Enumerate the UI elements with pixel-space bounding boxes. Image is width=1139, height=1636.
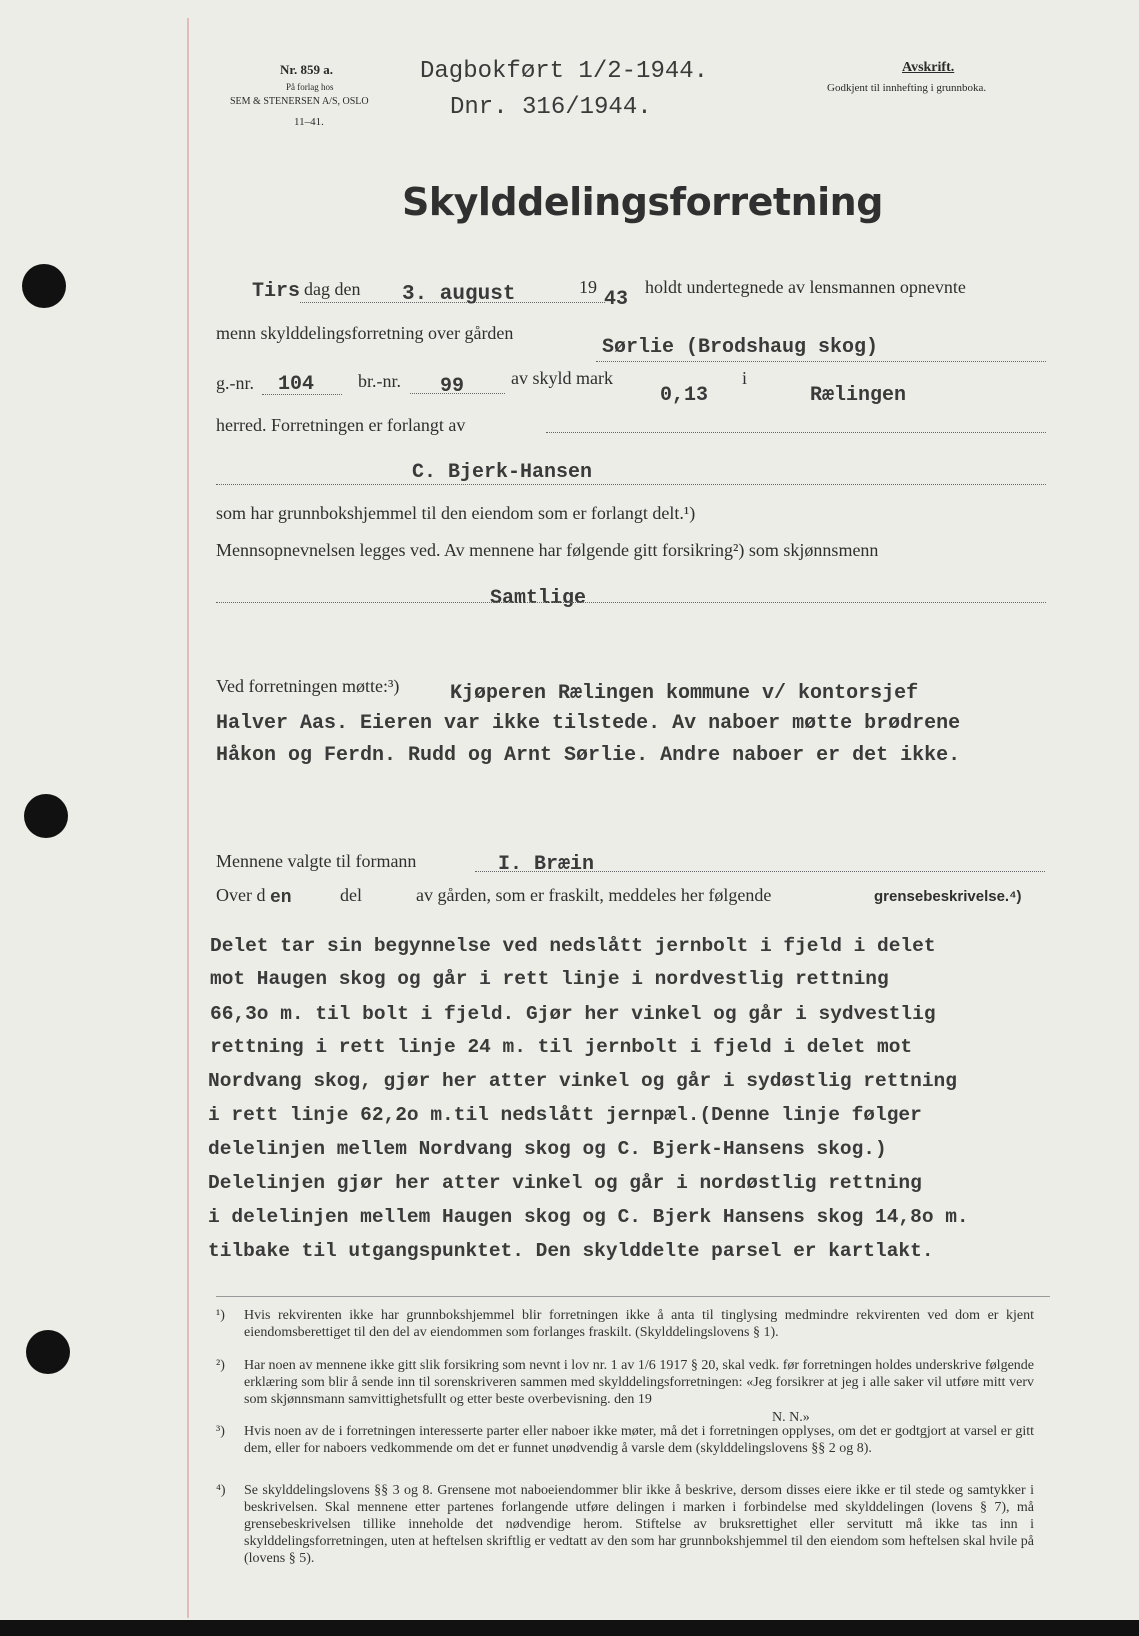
gnr-value: 104 — [278, 373, 315, 396]
dnr-stamp: Dnr. 316/1944. — [450, 94, 652, 121]
mote-line1: Kjøperen Rælingen kommune v/ kontorsjef — [450, 682, 919, 705]
formann-value: I. Bræin — [498, 853, 595, 876]
avskrift-label: Avskrift. — [902, 60, 955, 75]
footnote-text: N. N.» — [772, 1410, 810, 1425]
publisher-line2: SEM & STENERSEN A/S, OSLO — [230, 96, 369, 107]
dag-den-label: dag den — [304, 279, 361, 299]
description-line: tilbake til utgangspunktet. Den skylddelte parsel er kartlakt. — [208, 1240, 934, 1262]
footnote-number: ³) — [216, 1424, 225, 1439]
skyld-value: 0,13 — [660, 384, 709, 407]
gard-text: av gården, som er fraskilt, meddeles her følgende — [416, 885, 772, 905]
description-line: 66,3o m. til bolt i fjeld. Gjør her vinkel og går i sydvestlig — [210, 1003, 936, 1025]
grense-label: grensebeskrivelse.⁴) — [874, 888, 1022, 905]
dagbokfort-stamp: Dagbokført 1/2-1944. — [420, 58, 709, 85]
year-suffix: 43 — [604, 288, 629, 311]
dotted-line — [216, 602, 1046, 603]
form-number: Nr. 859 a. — [280, 62, 333, 77]
over-label: Over d — [216, 885, 266, 905]
punch-hole — [26, 1330, 70, 1374]
day-value: Tirs — [252, 280, 301, 303]
description-line: i rett linje 62,2o m.til nedslått jernpæl.(Denne linje følger — [208, 1104, 922, 1126]
punch-hole — [24, 794, 68, 838]
mote-label: Ved forretningen møtte:³) — [216, 676, 400, 696]
year-prefix: 19 — [579, 277, 597, 297]
dotted-line — [596, 361, 1046, 362]
bnr-label: br.-nr. — [358, 371, 401, 391]
mote-line3: Håkon og Ferdn. Rudd og Arnt Sørlie. Andre naboer er det ikke. — [216, 744, 961, 767]
dotted-line — [546, 432, 1046, 433]
requester-value: C. Bjerk-Hansen — [412, 461, 593, 484]
dotted-line — [475, 871, 1045, 872]
footnote-text: Hvis noen av de i forretningen interesserte parter eller naboer ikke møter, må det i forretningen opplyses, om det er godtgjort at varsel er gitt dem, eller for naboers vedkommende om det er funnet unødvendig å varsle dem (skylddelingslovens §§ 2 og 8). — [244, 1424, 1034, 1456]
description-line: Delet tar sin begynnelse ved nedslått jernbolt i fjeld i delet — [210, 935, 936, 957]
description-line: rettning i rett linje 24 m. til jernbolt i fjeld i delet mot — [210, 1036, 913, 1058]
gnr-label: g.-nr. — [216, 373, 254, 393]
godkjent-label: Godkjent til innhefting i grunnboka. — [827, 82, 987, 94]
description-line: delelinjen mellem Nordvang skog og C. Bjerk-Hansens skog.) — [208, 1138, 887, 1160]
description-line: Nordvang skog, gjør her atter vinkel og går i sydøstlig rettning — [208, 1070, 957, 1092]
mennsopnevnelsen-text: Mennsopnevnelsen legges ved. Av mennene har følgende gitt forsikring²) som skjønnsmenn — [216, 540, 879, 560]
punch-hole — [22, 264, 66, 308]
footnote-number: ¹) — [216, 1308, 225, 1323]
bnr-value: 99 — [440, 375, 465, 398]
description-line: Delelinjen gjør her atter vinkel og går i nordøstlig rettning — [208, 1172, 922, 1194]
footnote-number: ²) — [216, 1358, 225, 1373]
skyld-label: av skyld mark — [511, 368, 613, 388]
footnote-separator — [216, 1296, 1050, 1297]
description-line: i delelinjen mellem Haugen skog og C. Bjerk Hansens skog 14,8o m. — [208, 1206, 969, 1228]
footnote-text: Hvis rekvirenten ikke har grunnbokshjemmel blir forretningen ikke å anta til tinglysing medmindre rekvirenten ved dom er kjent eiendomsberettiget til den del av eiendommen som forlanges fraskilt. (Skylddelingslovens § 1). — [244, 1308, 1034, 1340]
mote-line2: Halver Aas. Eieren var ikke tilstede. Av naboer møtte brødrene — [216, 712, 961, 735]
publisher-line1: På forlag hos — [286, 82, 334, 92]
grunnboks-text: som har grunnbokshjemmel til den eiendom som er forlangt delt.¹) — [216, 503, 696, 523]
form-date: 11–41. — [294, 116, 324, 128]
footnotes — [216, 1307, 1050, 1607]
scan-bottom-edge — [0, 1620, 1139, 1636]
margin-line — [187, 18, 189, 1618]
footnote-text: Har noen av mennene ikke gitt slik forsikring som nevnt i lov nr. 1 av 1/6 1917 § 20, skal vedk. før forretningen holdes underskrive følgende erklæring som blir å sende inn til sorenskriveren sammen med skylddelingsforretningen: «Jeg forsikrer at jeg i alle saker vil utføre mitt verv som skjønnsmann samvittighetsfullt og etter beste overbevisning. den 19 — [244, 1358, 1034, 1407]
farm-name-value: Sørlie (Brodshaug skog) — [602, 336, 879, 359]
description-line: mot Haugen skog og går i rett linje i nordvestlig rettning — [210, 968, 889, 990]
document-title: Skylddelingsforretning — [402, 180, 883, 224]
over-value: en — [270, 888, 292, 908]
herred-name-value: Rælingen — [810, 384, 907, 407]
holdt-text: holdt undertegnede av lensmannen opnevnte — [645, 277, 966, 297]
menn-text: menn skylddelingsforretning over gården — [216, 323, 514, 343]
herred-text: herred. Forretningen er forlangt av — [216, 415, 466, 435]
i-label: i — [742, 368, 748, 388]
footnote-text: Se skylddelingslovens §§ 3 og 8. Grensene mot naboeiendommer blir ikke å beskrive, dersom disses eiere ikke er til stede og samtykker i beskrivelsen. Skal mennene etter partenes forlangende utføre delingen i marken i forbindelse med skylddelingen (lovens § 7), må grensebeskrivelsen tillike inneholde det nødvendige herom. Stiftelse av bruksrettighet eller servitutt må ikke tas inn i skylddelingsforretningen, uten at heftelsen skriftlig er vedtatt av den som har grunnbokshjemmel til den eiendom som heftelsen skal hvile på (lovens § 5). — [244, 1483, 1034, 1566]
dotted-line — [216, 484, 1046, 485]
del-label: del — [340, 885, 362, 905]
forsikring-value: Samtlige — [490, 587, 587, 610]
date-value: 3. august — [402, 283, 516, 306]
formann-label: Mennene valgte til formann — [216, 851, 417, 871]
footnote-number: ⁴) — [216, 1483, 226, 1498]
